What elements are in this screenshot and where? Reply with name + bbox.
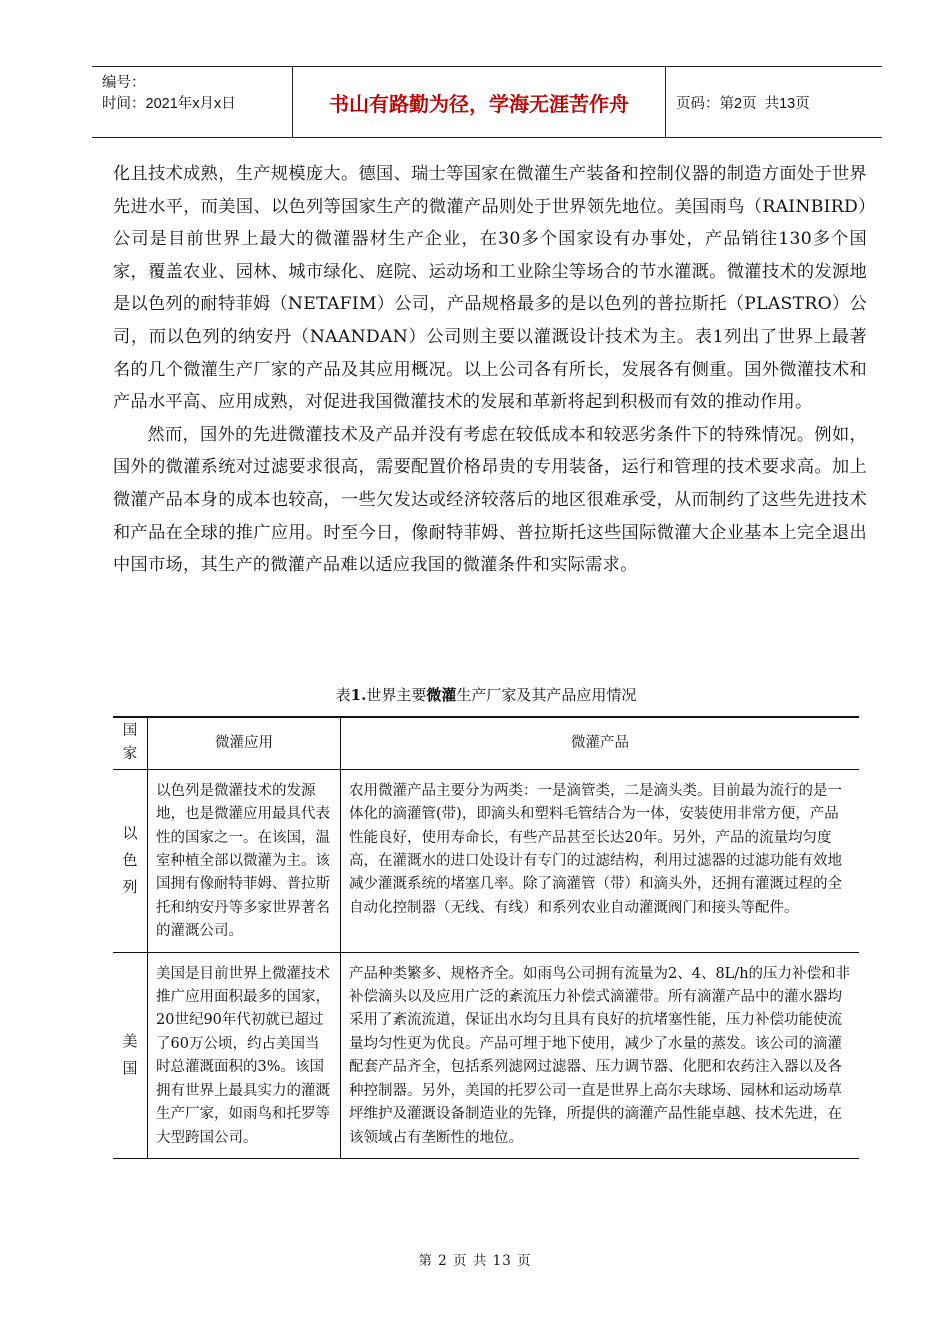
table-header-row [113, 717, 859, 769]
products-cell: 产品种类繁多、规格齐全。如雨鸟公司拥有流量为2、4、8L/h的压力补偿和非补偿滴头以及应用广泛的紊流压力补偿式滴灌带。所有滴灌产品中的灌水器均采用了紊流流道，保证出水均匀且具有良好的抗堵塞性能，压力补偿功能使流量均匀性更为优良。产品可埋于地下使用，减少了水量的蒸发。该公司的滴灌配套产品齐全，包括系列滤网过滤器、压力调节器、化肥和农药注入器以及各种控制器。另外，美国的托罗公司一直是世界上高尔夫球场、园林和运动场草坪维护及灌溉设备制造业的先锋，所提供的滴灌产品性能卓越、技术先进，在该领域占有垄断性的地位。 [341, 952, 860, 1158]
body-text [113, 158, 867, 582]
page-label: 页码：第2页 共13页 [676, 95, 810, 112]
time-label: 时间：2021年x月x日 [102, 96, 236, 112]
page-header [92, 66, 882, 138]
table-row [113, 952, 859, 1158]
application-cell: 以色列是微灌技术的发源地，也是微灌应用最具代表性的国家之一。在该国，温室种植全部以微灌为主。该国拥有像耐特菲姆、普拉斯托和纳安丹等多家世界著名的灌溉公司。 [148, 769, 341, 952]
country-cell [113, 952, 148, 1158]
paragraph: 化且技术成熟，生产规模庞大。德国、瑞士等国家在微灌生产装备和控制仪器的制造方面处于世界先进水平，而美国、以色列等国家生产的微灌产品则处于世界领先地位。美国雨鸟（RAINBIRD）公司是目前世界上最大的微灌器材生产企业，在30多个国家设有办事处，产品销往130多个国家，覆盖农业、园林、城市绿化、庭院、运动场和工业除尘等场合的节水灌溉。微灌技术的发源地是以色列的耐特菲姆（NETAFIM）公司，产品规格最多的是以色列的普拉斯托（PLASTRO）公司，而以色列的纳安丹（NAANDAN）公司则主要以灌溉设计技术为主。表1列出了世界上最著名的几个微灌生产厂家的产品及其应用概况。以上公司各有所长，发展各有侧重。国外微灌技术和产品水平高、应用成熟，对促进我国微灌技术的发展和革新将起到积极而有效的推动作用。 [113, 164, 867, 413]
country-char: 色 [122, 851, 138, 870]
header-meta [92, 67, 292, 137]
header-motto: 书山有路勤为径，学海无涯苦作舟 [292, 67, 666, 137]
col-application: 微灌应用 [148, 717, 341, 769]
caption-bold: 微灌 [426, 686, 457, 704]
caption-pre: 世界主要 [366, 686, 427, 704]
code-label: 编号： [102, 75, 146, 91]
manufacturer-table [113, 716, 859, 1159]
table-caption [113, 684, 859, 705]
application-cell: 美国是目前世界上微灌技术推广应用面积最多的国家，20世纪90年代初就已超过了60万公顷，约占美国当时总灌溉面积的3%。该国拥有世界上最具实力的灌溉生产厂家，如雨鸟和托罗等大型跨国公司。 [148, 952, 341, 1158]
country-char: 列 [122, 878, 138, 897]
page-footer: 第 2 页 共 13 页 [418, 1253, 532, 1269]
caption-number: 1. [350, 686, 367, 704]
col-products: 微灌产品 [341, 717, 860, 769]
paragraph: 然而，国外的先进微灌技术及产品并没有考虑在较低成本和较恶劣条件下的特殊情况。例如，国外的微灌系统对过滤要求很高，需要配置价格昂贵的专用装备，运行和管理的技术要求高。加上微灌产品本身的成本也较高，一些欠发达或经济较落后的地区很难承受，从而制约了这些先进技术和产品在全球的推广应用。时至今日，像耐特菲姆、普拉斯托这些国际微灌大企业基本上完全退出中国市场，其生产的微灌产品难以适应我国的微灌条件和实际需求。 [113, 424, 867, 576]
country-char: 国 [122, 1059, 138, 1078]
caption-post: 生产厂家及其产品应用情况 [456, 686, 637, 704]
table-row [113, 769, 859, 952]
header-page-number [666, 67, 882, 137]
country-cell [113, 769, 148, 952]
caption-prefix: 表 [335, 686, 351, 704]
col-country: 国家 [113, 717, 148, 769]
country-char: 美 [122, 1032, 138, 1051]
products-cell: 农用微灌产品主要分为两类：一是滴管类，二是滴头类。目前最为流行的是一体化的滴灌管(带)，即滴头和塑料毛管结合为一体，安装使用非常方便，产品性能良好，使用寿命长，有些产品甚至长达20年。另外，产品的流量均匀度高，在灌溉水的进口处设计有专门的过滤结构，利用过滤器的过滤功能有效地减少灌溉系统的堵塞几率。除了滴灌管（带）和滴头外，还拥有灌溉过程的全自动化控制器（无线、有线）和系列农业自动灌溉阀门和接头等配件。 [341, 769, 860, 952]
country-char: 以 [122, 824, 138, 843]
